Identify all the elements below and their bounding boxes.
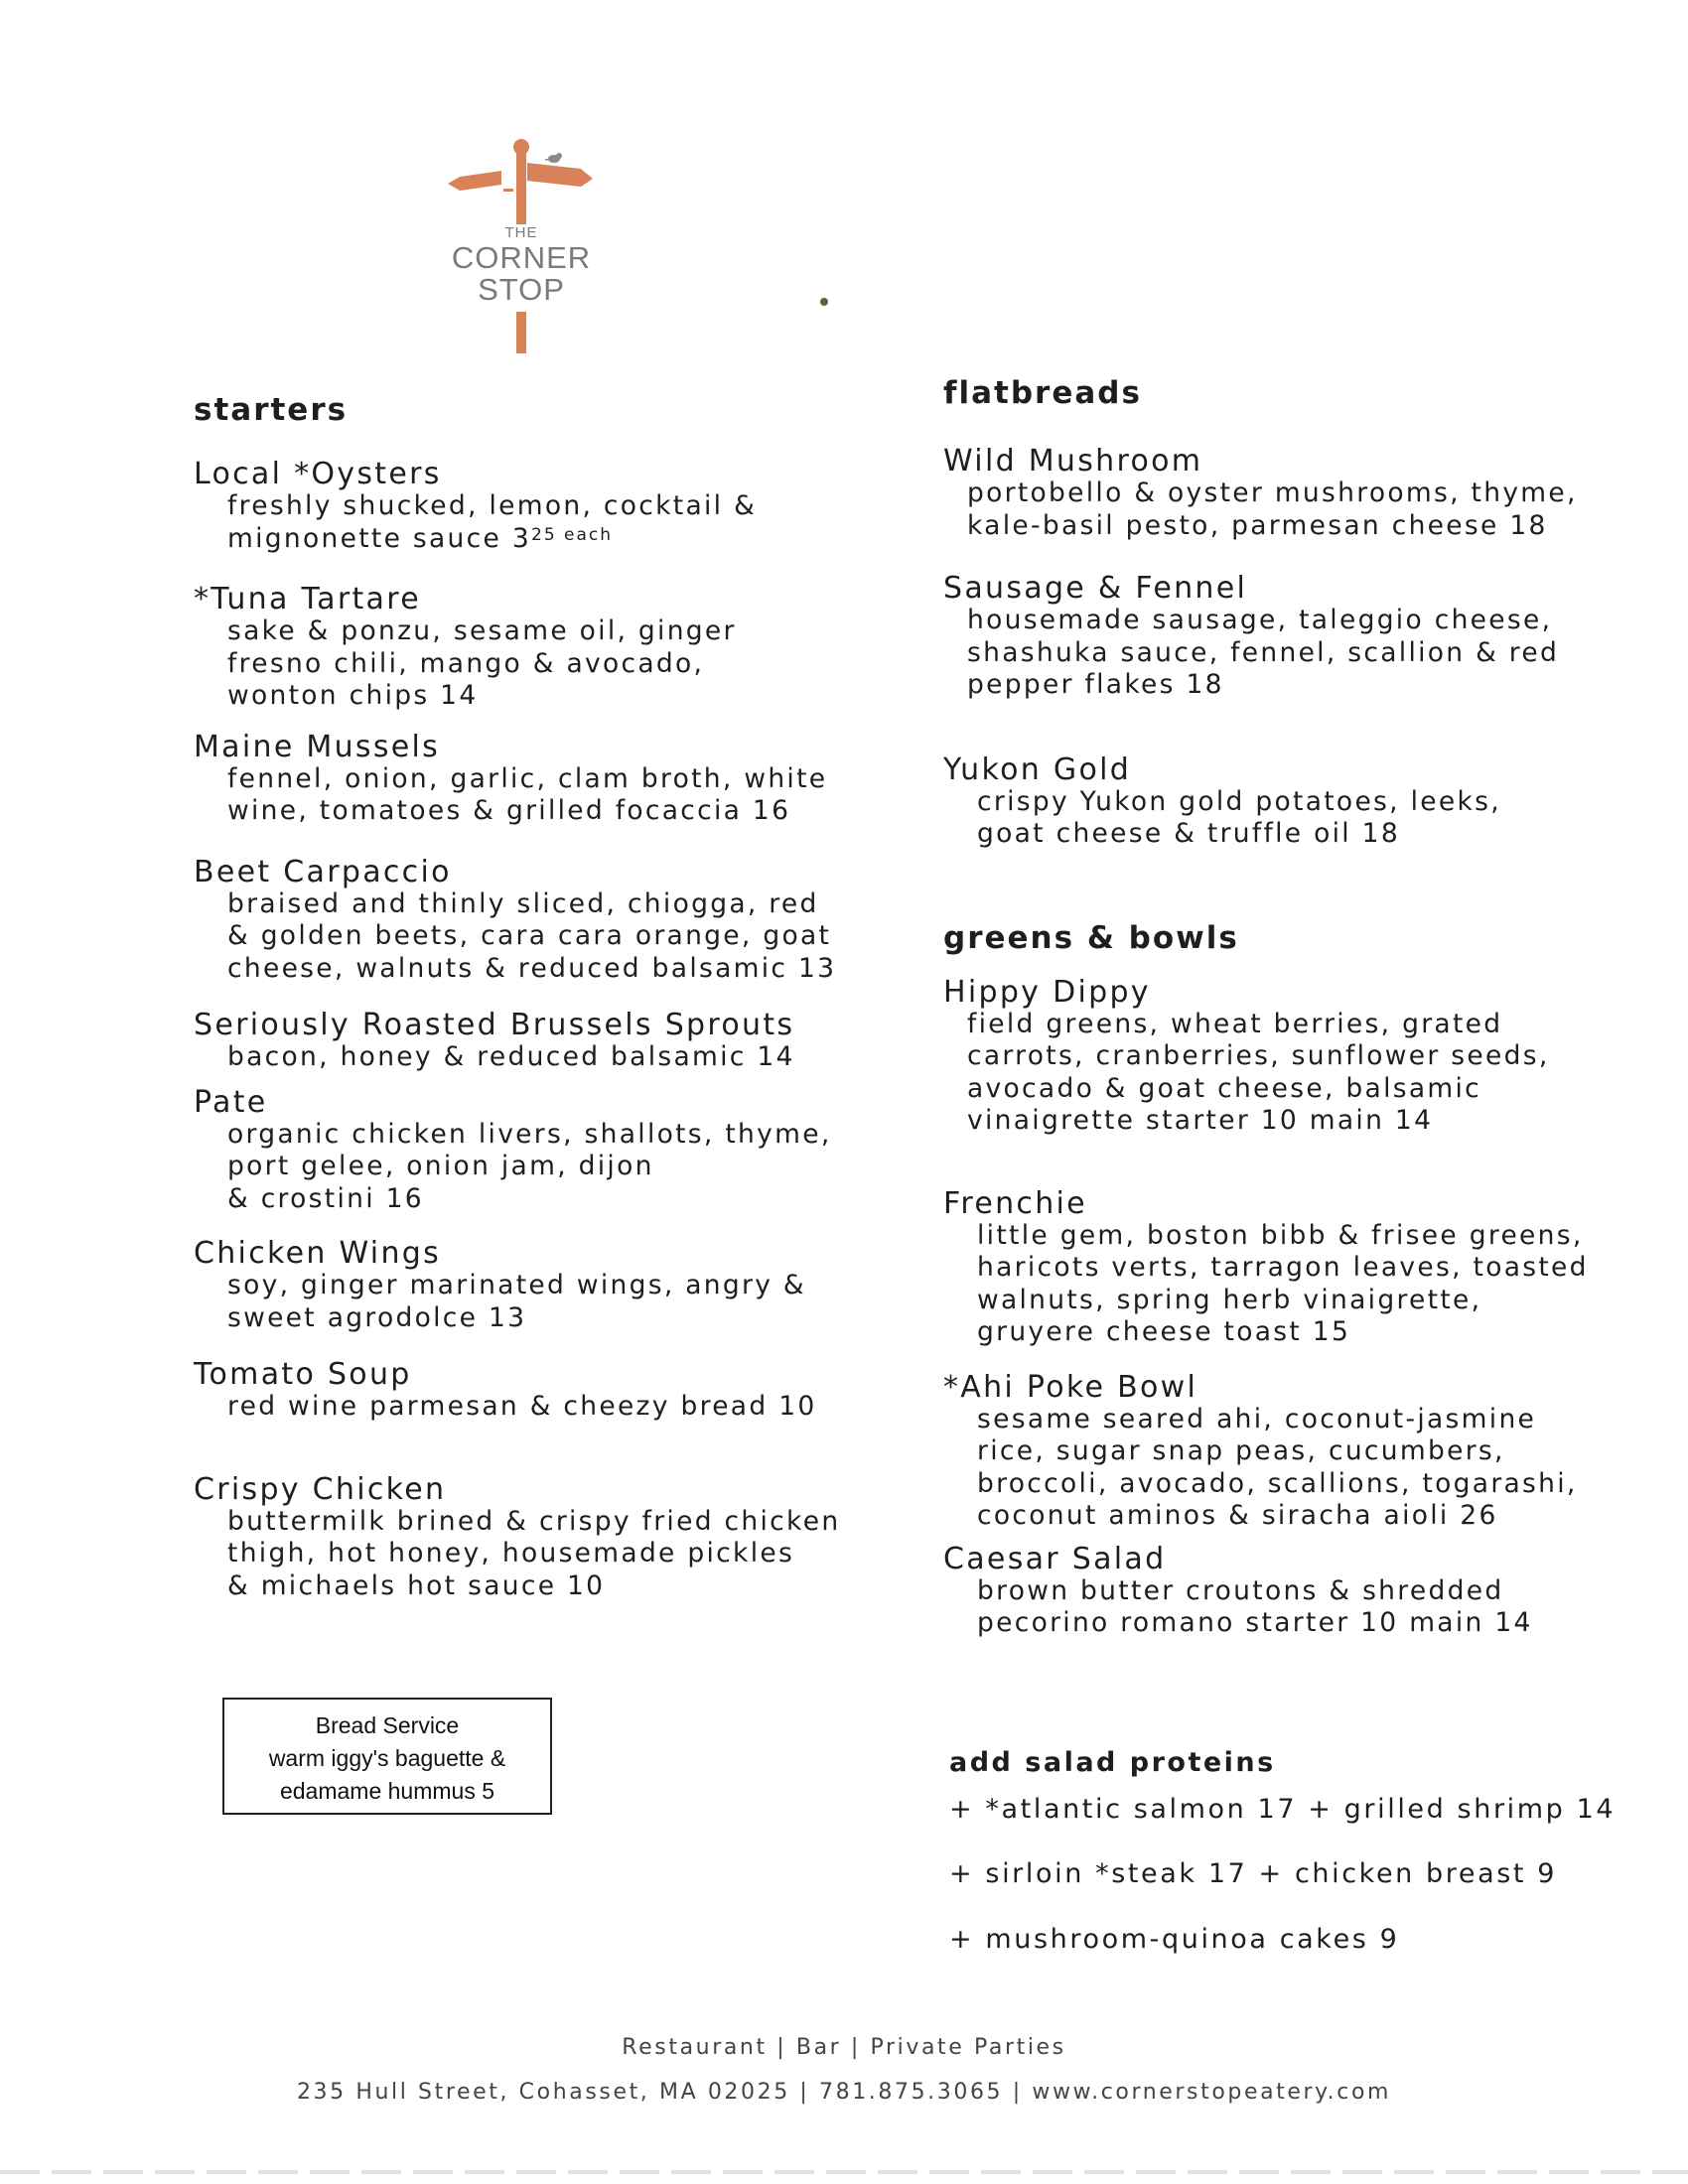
item-name: Sausage & Fennel xyxy=(943,571,1248,606)
item-desc: fennel, onion, garlic, clam broth, white xyxy=(227,762,828,794)
bread-service-line: edamame hummus 5 xyxy=(279,1778,495,1804)
logo-stop: STOP xyxy=(478,272,565,307)
footer-services: Restaurant | Bar | Private Parties xyxy=(622,2035,1066,2060)
item-desc: kale-basil pesto, parmesan cheese 18 xyxy=(967,509,1548,541)
item-desc xyxy=(227,523,889,556)
bread-service-line: warm iggy's baguette & xyxy=(268,1745,506,1771)
item-name: Local *Oysters xyxy=(194,457,442,491)
item-name: Yukon Gold xyxy=(943,751,1132,787)
protein-line: + mushroom-quinoa cakes 9 xyxy=(949,1924,1400,1955)
item-desc-text: mignonette sauce 3 xyxy=(227,522,532,554)
item-desc: little gem, boston bibb & frisee greens, xyxy=(977,1219,1584,1251)
item-name: Frenchie xyxy=(943,1185,1087,1221)
item-desc: bacon, honey & reduced balsamic 14 xyxy=(227,1041,795,1072)
item-name: Pate xyxy=(194,1084,268,1120)
item-desc: housemade sausage, taleggio cheese, xyxy=(967,605,1553,635)
scan-speck xyxy=(820,298,828,306)
starters-title: starters xyxy=(194,392,349,428)
item-desc: walnuts, spring herb vinaigrette, xyxy=(977,1284,1482,1315)
item-name: *Ahi Poke Bowl xyxy=(943,1369,1198,1405)
item-desc: & crostini 16 xyxy=(227,1182,424,1214)
protein-line: + *atlantic salmon 17 + grilled shrimp 14 xyxy=(949,1794,1617,1825)
protein-line: + sirloin *steak 17 + chicken breast 9 xyxy=(949,1858,1558,1889)
item-desc: buttermilk brined & crispy fried chicken xyxy=(227,1505,841,1537)
logo-corner: CORNER xyxy=(451,240,592,275)
item-desc: crispy Yukon gold potatoes, leeks, xyxy=(977,785,1501,817)
item-desc: field greens, wheat berries, grated xyxy=(967,1008,1503,1039)
bread-service-box xyxy=(222,1698,552,1815)
greens-title: greens & bowls xyxy=(943,919,1239,956)
starters-section xyxy=(194,392,889,1602)
item-desc: vinaigrette starter 10 main 14 xyxy=(967,1105,1434,1136)
menu-item xyxy=(194,856,889,986)
menu-item xyxy=(194,1237,889,1334)
logo-the: THE xyxy=(504,224,538,241)
item-desc: shashuka sauce, fennel, scallion & red xyxy=(967,636,1560,668)
item-desc: haricots verts, tarragon leaves, toasted xyxy=(977,1252,1589,1283)
scan-edge xyxy=(0,2170,1688,2174)
item-desc: & michaels hot sauce 10 xyxy=(227,1570,606,1601)
proteins-title: add salad proteins xyxy=(949,1747,1276,1778)
item-desc: broccoli, avocado, scallions, togarashi, xyxy=(977,1467,1578,1499)
bread-service-title: Bread Service xyxy=(315,1712,460,1738)
item-name: Tomato Soup xyxy=(194,1357,412,1392)
item-desc: port gelee, onion jam, dijon xyxy=(227,1151,654,1181)
item-name: Wild Mushroom xyxy=(943,444,1203,478)
item-desc: goat cheese & truffle oil 18 xyxy=(977,818,1400,849)
item-desc: wine, tomatoes & grilled focaccia 16 xyxy=(227,795,791,826)
item-desc: wonton chips 14 xyxy=(227,680,479,711)
logo xyxy=(432,129,611,357)
item-desc: red wine parmesan & cheezy bread 10 xyxy=(227,1391,817,1422)
item-name: Beet Carpaccio xyxy=(194,854,452,889)
item-desc: freshly shucked, lemon, cocktail & xyxy=(227,490,758,521)
item-desc: & golden beets, cara cara orange, goat xyxy=(227,920,832,951)
item-name: Seriously Roasted Brussels Sprouts xyxy=(194,1008,795,1042)
menu-item xyxy=(943,1543,1628,1640)
menu-item xyxy=(194,1473,889,1603)
menu-item xyxy=(194,731,889,828)
menu-item xyxy=(194,1086,889,1216)
item-name: Maine Mussels xyxy=(194,729,441,764)
item-desc: avocado & goat cheese, balsamic xyxy=(967,1072,1482,1104)
menu-item xyxy=(943,753,1628,851)
item-name: Crispy Chicken xyxy=(194,1471,447,1507)
menu-item xyxy=(194,583,889,713)
item-desc: pepper flakes 18 xyxy=(967,669,1224,700)
item-desc: portobello & oyster mushrooms, thyme, xyxy=(967,478,1578,508)
menu-item xyxy=(943,1187,1628,1349)
item-name: Chicken Wings xyxy=(194,1236,442,1271)
item-desc: pecorino romano starter 10 main 14 xyxy=(977,1607,1533,1638)
item-desc: brown butter croutons & shredded xyxy=(977,1574,1504,1606)
menu-item xyxy=(943,976,1628,1138)
item-desc: fresno chili, mango & avocado, xyxy=(227,647,705,679)
item-desc: coconut aminos & siracha aioli 26 xyxy=(977,1500,1498,1531)
item-desc: soy, ginger marinated wings, angry & xyxy=(227,1270,806,1300)
flatbreads-section xyxy=(943,375,1628,1640)
menu-item xyxy=(194,1009,889,1074)
item-desc: thigh, hot honey, housemade pickles xyxy=(227,1538,795,1569)
menu-item xyxy=(194,458,889,555)
item-desc: cheese, walnuts & reduced balsamic 13 xyxy=(227,952,837,984)
footer-contact: 235 Hull Street, Cohasset, MA 02025 | 781.875.3065 | www.cornerstopeatery.com xyxy=(296,2080,1392,2105)
menu-item xyxy=(194,1358,889,1424)
price-superscript: 25 each xyxy=(531,524,614,545)
item-desc: sweet agrodolce 13 xyxy=(227,1301,527,1333)
item-desc: gruyere cheese toast 15 xyxy=(977,1316,1351,1347)
flatbreads-title: flatbreads xyxy=(943,375,1142,411)
item-desc: sesame seared ahi, coconut-jasmine xyxy=(977,1403,1537,1434)
item-name: Hippy Dippy xyxy=(943,974,1151,1010)
item-name: *Tuna Tartare xyxy=(194,582,421,616)
item-desc: braised and thinly sliced, chiogga, red xyxy=(227,887,819,919)
menu-item xyxy=(943,445,1628,542)
item-desc: carrots, cranberries, sunflower seeds, xyxy=(967,1040,1550,1071)
item-desc: sake & ponzu, sesame oil, ginger xyxy=(227,615,737,646)
item-name: Caesar Salad xyxy=(943,1541,1167,1576)
item-desc: rice, sugar snap peas, cucumbers, xyxy=(977,1435,1505,1466)
menu-item xyxy=(943,1371,1628,1533)
menu-item xyxy=(943,572,1628,702)
item-desc: organic chicken livers, shallots, thyme, xyxy=(227,1118,832,1150)
